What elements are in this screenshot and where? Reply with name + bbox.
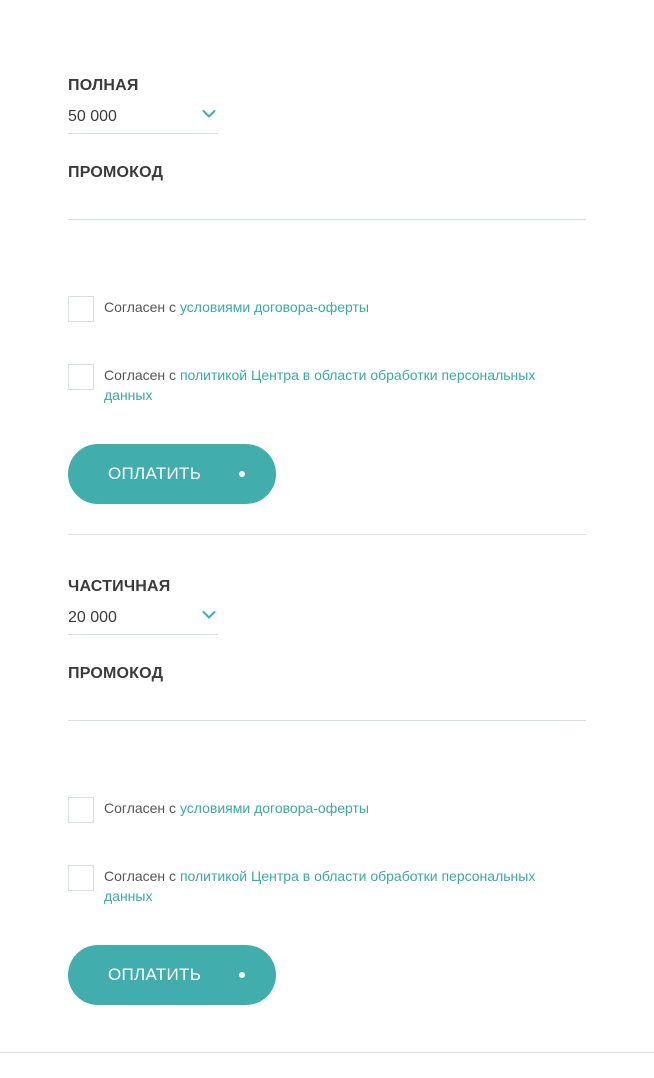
- agree-offer-prefix: Согласен с: [104, 299, 180, 315]
- offer-terms-link[interactable]: условиями договора-оферты: [179, 299, 369, 315]
- section-title: ЧАСТИЧНАЯ: [68, 578, 171, 595]
- dot-icon: [239, 972, 245, 978]
- agree-privacy-text: [104, 365, 574, 405]
- pay-button[interactable]: [68, 444, 276, 504]
- agree-offer-checkbox[interactable]: [68, 797, 94, 823]
- promo-input[interactable]: [68, 692, 586, 721]
- promo-input[interactable]: [68, 191, 586, 220]
- payment-section-partial: [68, 578, 586, 1078]
- promo-label: ПРОМОКОД: [68, 164, 164, 181]
- payment-section-full: [68, 77, 586, 577]
- agree-offer-prefix: Согласен с: [104, 800, 180, 816]
- agree-privacy-prefix: Согласен с: [104, 868, 180, 884]
- promo-label: ПРОМОКОД: [68, 665, 164, 682]
- section-title: ПОЛНАЯ: [68, 77, 139, 94]
- agree-offer-text: [104, 297, 574, 317]
- pay-button-label: ОПЛАТИТЬ: [108, 965, 202, 984]
- privacy-policy-link[interactable]: политикой Центра в области обработки персональных данных: [104, 367, 536, 403]
- agree-offer-checkbox[interactable]: [68, 296, 94, 322]
- bottom-divider: [0, 1052, 654, 1053]
- section-divider: [68, 534, 586, 535]
- chevron-down-icon: [202, 109, 216, 119]
- offer-terms-link[interactable]: условиями договора-оферты: [179, 800, 369, 816]
- pay-button-label: ОПЛАТИТЬ: [108, 464, 202, 483]
- amount-value: 50 000: [68, 108, 117, 125]
- dot-icon: [239, 471, 245, 477]
- agree-privacy-checkbox[interactable]: [68, 364, 94, 390]
- agree-privacy-prefix: Согласен с: [104, 367, 180, 383]
- chevron-down-icon: [202, 610, 216, 620]
- agree-offer-text: [104, 798, 574, 818]
- agree-privacy-text: [104, 866, 574, 906]
- pay-button[interactable]: [68, 945, 276, 1005]
- agree-privacy-checkbox[interactable]: [68, 865, 94, 891]
- amount-value: 20 000: [68, 609, 117, 626]
- amount-select[interactable]: [68, 106, 218, 134]
- privacy-policy-link[interactable]: политикой Центра в области обработки персональных данных: [104, 868, 536, 904]
- amount-select[interactable]: [68, 607, 218, 635]
